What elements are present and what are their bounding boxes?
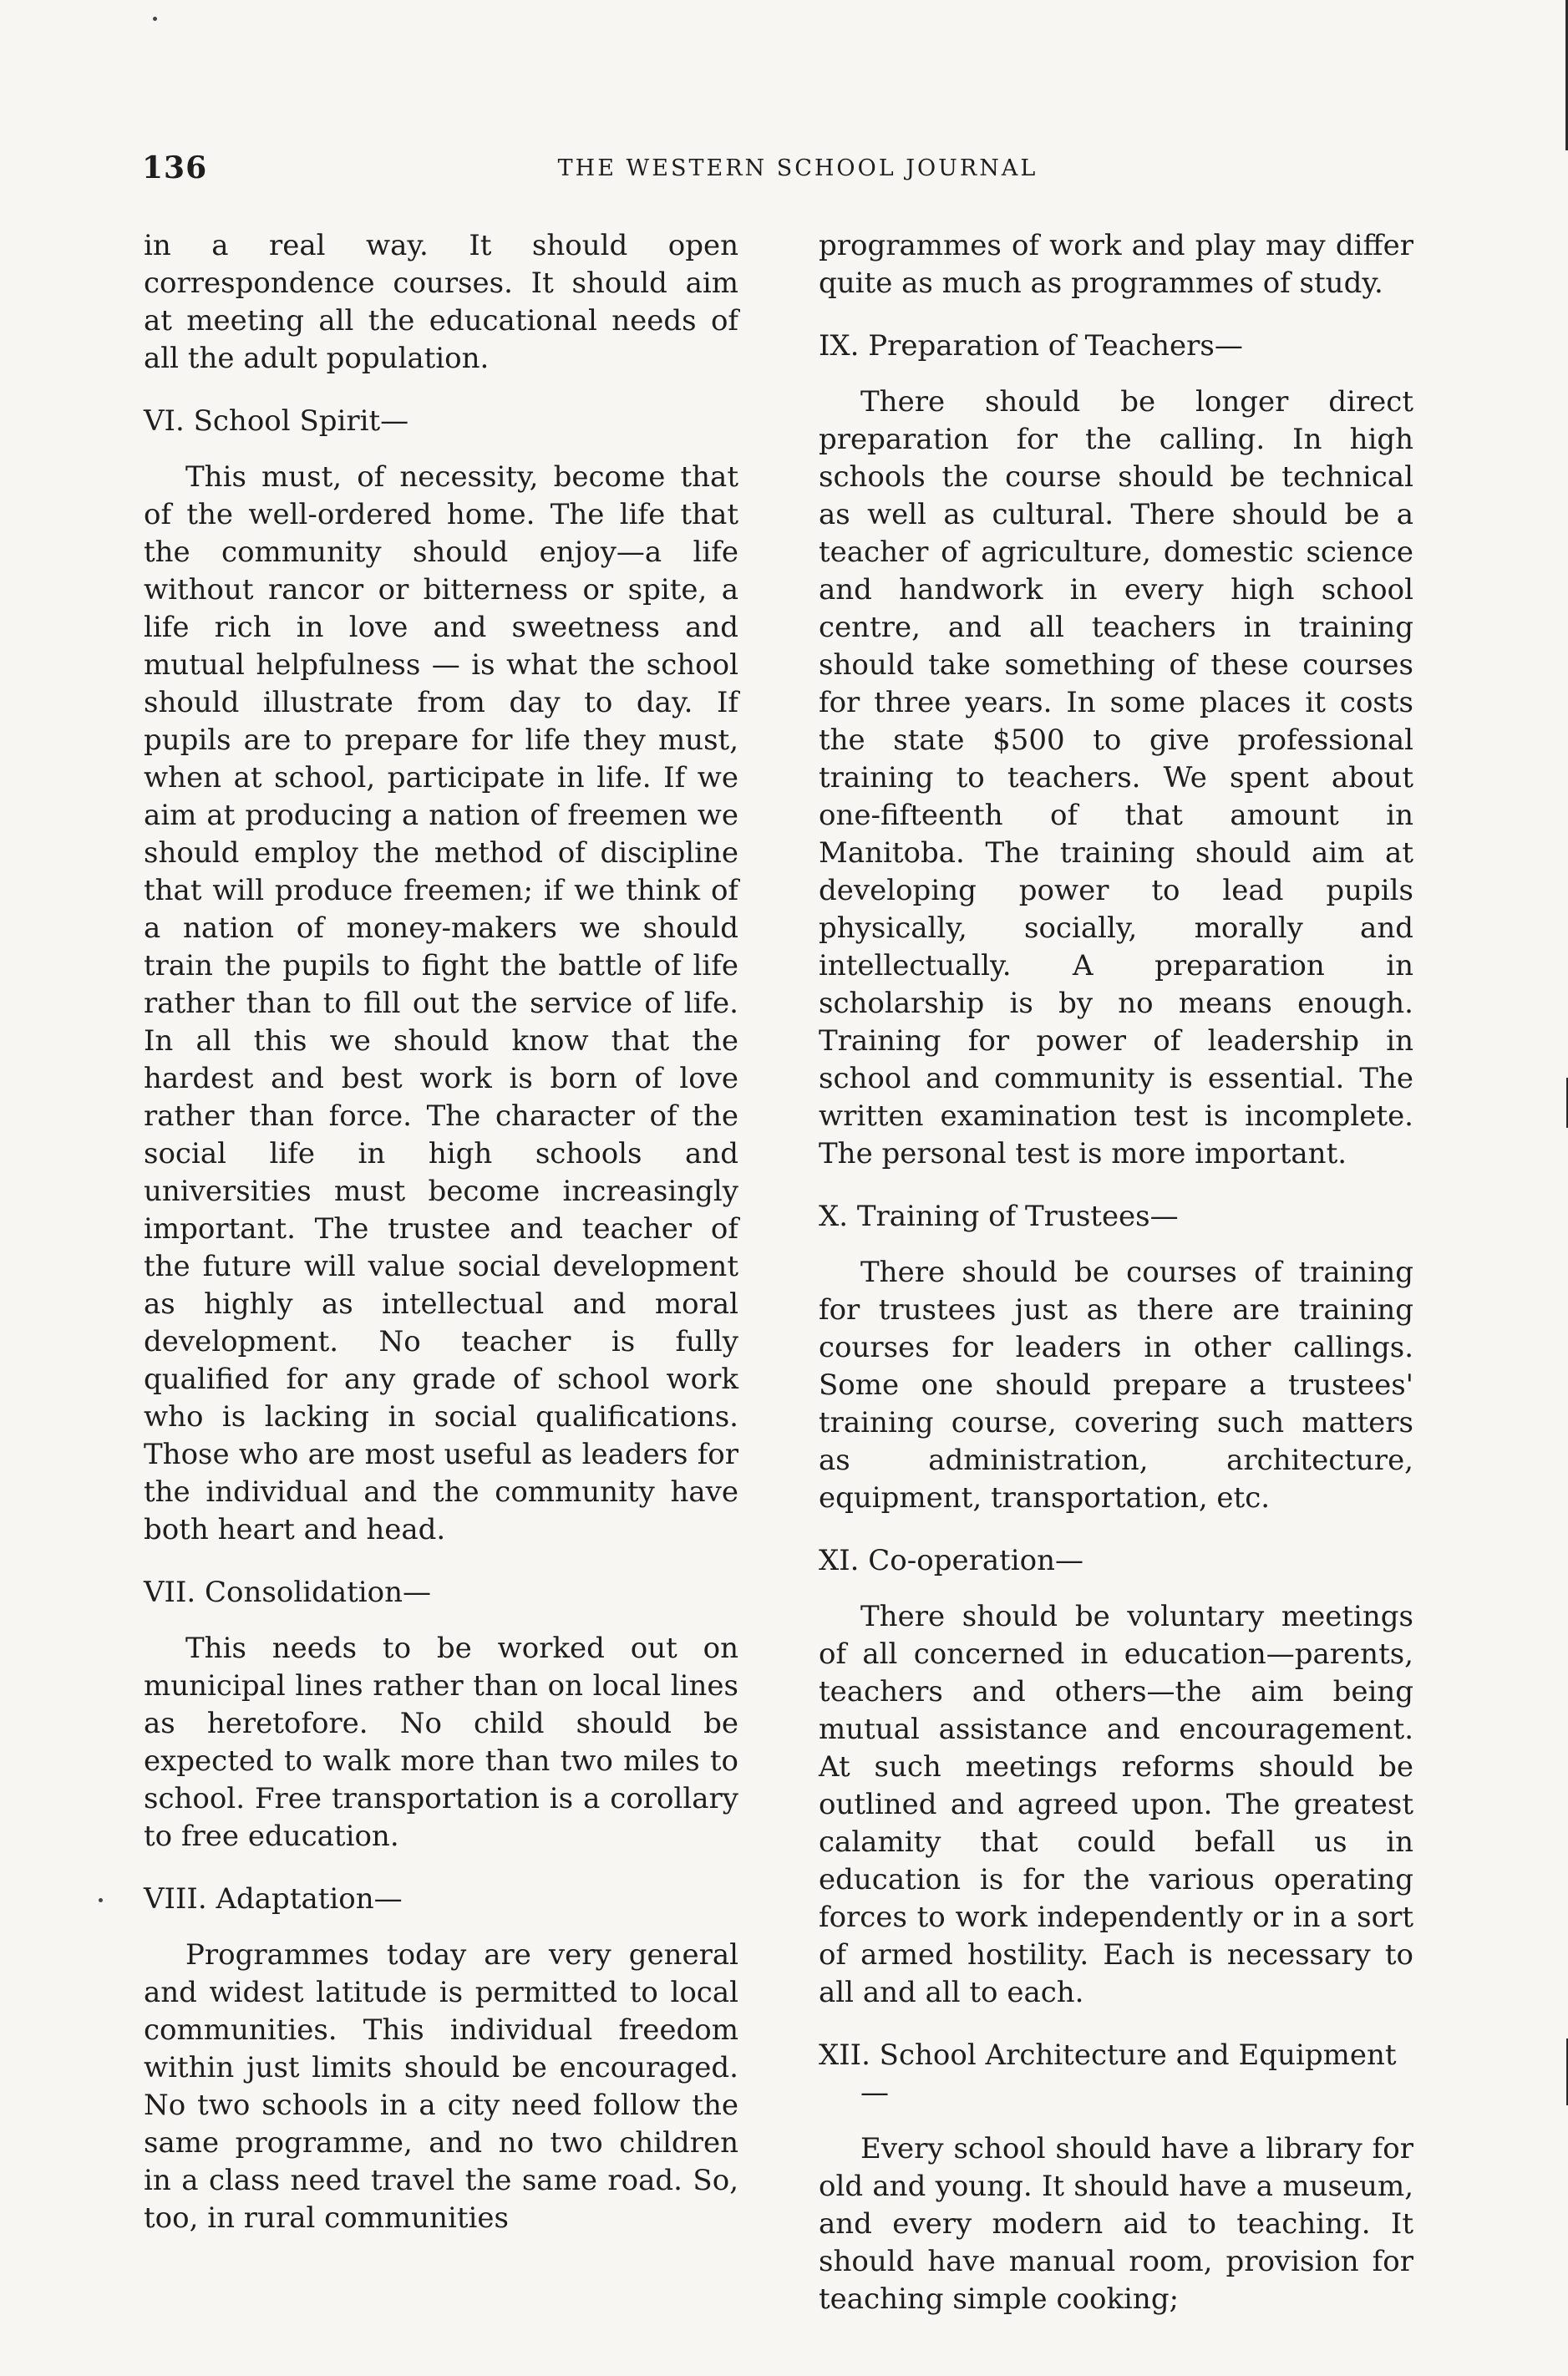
scan-speck bbox=[99, 1898, 103, 1902]
section-heading-training-of-trustees: X. Training of Trustees— bbox=[819, 1200, 1179, 1233]
paragraph-preparation-of-teachers: There should be longer direct preparation for the calling. In high schools the course should be technical as well as cultural. There should be a teacher of agriculture, domestic science and handwork in every high school centre, and all teachers in training should take something of these courses for three years. In some places it costs the state $500 to give professional training to teachers. We spent about one-fifteenth of that amount in Manitoba. The training should aim at developing power to lead pupils physically, socially, morally and intellectually. A preparation in scholarship is by no means enough. Training for power of leadership in school and community is essential. The written examination test is incomplete. The personal test is more important. bbox=[819, 385, 1413, 1170]
section-heading-adaptation: VIII. Adaptation— bbox=[144, 1882, 403, 1916]
paragraph-adaptation: Programmes today are very general and widest latitude is permitted to local communities. This individual freedom within just limits should be encouraged. No two schools in a city need follow the same programme, and no two children in a class need travel the same road. So, too, in rural communities bbox=[144, 1938, 738, 2235]
left-column bbox=[144, 227, 738, 2262]
paragraph-co-operation: There should be voluntary meetings of all concerned in education—parents, teachers and others—the aim being mutual assistance and encouragement. At such meetings reforms should be outlined and agreed upon. The greatest calamity that could befall us in education is for the various operating forces to work independently or in a sort of armed hostility. Each is necessary to all and all to each. bbox=[819, 1600, 1413, 2009]
paragraph-training-of-trustees: There should be courses of training for trustees just as there are training courses for leaders in other callings. Some one should prepare a trustees' training course, covering such matters as administration, architecture, equipment, transportation, etc. bbox=[819, 1256, 1413, 1515]
section-heading-consolidation: VII. Consolidation— bbox=[144, 1576, 432, 1609]
paragraph-school-spirit: This must, of necessity, become that of the well-ordered home. The life that the community should enjoy—a life without rancor or bitterness or spite, a life rich in love and sweetness and mutual helpfulness — is what the school should illustrate from day to day. If pupils are to prepare for life they must, when at school, participate in life. If we aim at producing a nation of freemen we should employ the method of discipline that will produce freemen; if we think of a nation of money-makers we should train the pupils to fight the battle of life rather than to fill out the service of life. In all this we should know that the hardest and best work is born of love rather than force. The character of the social life in high schools and universities must become increasingly important. The trustee and teacher of the future will value social development as highly as intellectual and moral development. No teacher is fully qualified for any grade of school work who is lacking in social qualifications. Those who are most useful as leaders for the individual and the community have both heart and head. bbox=[144, 460, 738, 1546]
paragraph-continued: in a real way. It should open correspondence courses. It should aim at meeting all the educational needs of all the adult population. bbox=[144, 229, 738, 375]
paragraph-school-architecture: Every school should have a library for old and young. It should have a museum, and every modern aid to teaching. It should have manual room, provision for teaching simple cooking; bbox=[819, 2132, 1413, 2316]
running-title: THE WESTERN SCHOOL JOURNAL bbox=[557, 155, 1038, 181]
section-heading-school-architecture: XII. School Architecture and Equipment— bbox=[819, 2038, 1397, 2109]
section-heading-preparation-of-teachers: IX. Preparation of Teachers— bbox=[819, 329, 1243, 363]
paragraph-continued: programmes of work and play may differ quite as much as programmes of study. bbox=[819, 229, 1413, 300]
paragraph-consolidation: This needs to be worked out on municipal lines rather than on local lines as heretofore. No child should be expected to walk more than two miles to school. Free transportation is a corollary to free education. bbox=[144, 1632, 738, 1853]
page-header bbox=[142, 150, 1454, 190]
scan-speck bbox=[153, 17, 157, 21]
section-heading-co-operation: XI. Co-operation— bbox=[819, 1544, 1084, 1577]
right-column bbox=[819, 227, 1413, 2343]
section-heading-school-spirit: VI. School Spirit— bbox=[144, 404, 409, 438]
page-number: 136 bbox=[142, 150, 208, 185]
